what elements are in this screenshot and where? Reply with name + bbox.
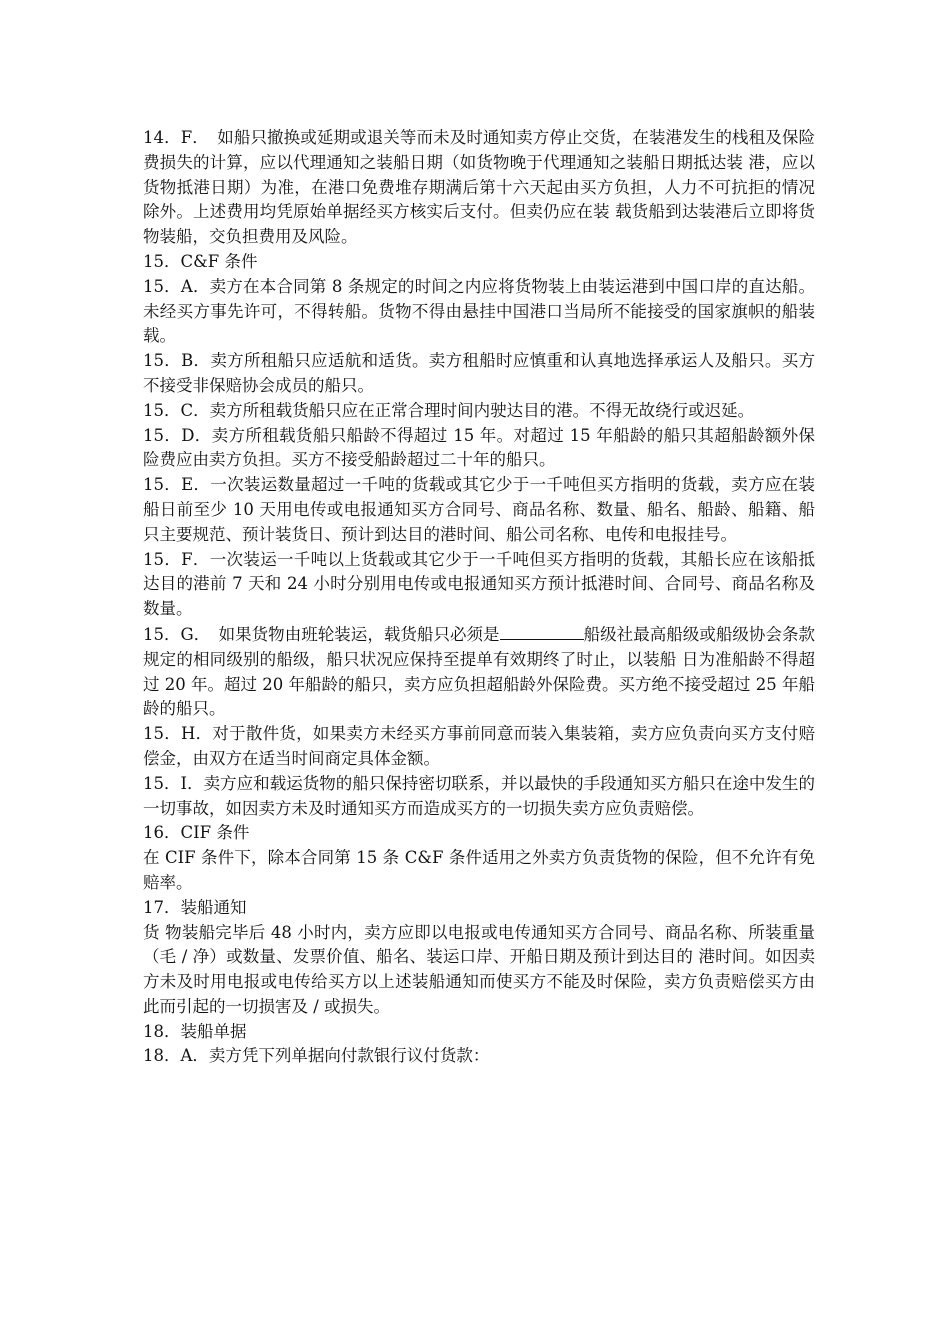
- clause-16-body: 在 CIF 条件下，除本合同第 15 条 C&F 条件适用之外卖方负责货物的保险，但不允许有免赔率。: [143, 848, 815, 892]
- clause-18a: 18．A．卖方凭下列单据向付款银行议付货款：: [143, 1046, 490, 1066]
- clause-14f: 14．F． 如船只撤换或延期或退关等而未及时通知卖方停止交货，在装港发生的栈租及保险费损失的计算，应以代理通知之装船日期（如货物晚于代理通知之装船日期抵达装 港，应以货物抵港日期）为准，在港口免费堆存期满后第十六天起由买方负担，人力不可抗拒的情况除外。上述费用均凭原始单据经买方核实后支付。但卖仍应在装 载货船到达装港后立即将货物装船，交负担费用及风险。: [143, 128, 815, 247]
- clause-15g-text-after: 船级社最高船级或船级协会条款规定的相同级别的船级，船只状况应保持至提单有效期终了时止，以装船 日为准船龄不得超过 20 年。超过 20 年船龄的船只，卖方应负担超船龄外保险费。买方绝不接受超过 25 年船龄的船只。: [143, 624, 815, 719]
- clause-15g: [143, 622, 815, 722]
- fill-in-blank-line: [500, 622, 584, 640]
- clause-17-body: 货 物装船完毕后 48 小时内，卖方应即以电报或电传通知买方合同号、商品名称、所装重量（毛 / 净）或数量、发票价值、船名、装运口岸、开船日期及预计到达目的 港时间。如因卖方未及时用电报或电传给买方以上述装船通知而使买方不能及时保险，卖方负责赔偿买方由此而引起的一切损害及 / 或损失。: [143, 922, 815, 1016]
- clause-15c: 15．C．卖方所租载货船只应在正常合理时间内驶达目的港。不得无故绕行或迟延。: [143, 400, 755, 420]
- clause-15e: 15．E．一次装运数量超过一千吨的货载或其它少于一千吨但买方指明的货载，卖方应在装船日前至少 10 天用电传或电报通知买方合同号、商品名称、数量、船名、船龄、船籍、船只主要规范、预计装货日、预计到达目的港时间、船公司名称、电传和电报挂号。: [143, 475, 815, 544]
- clause-15d: 15．D．卖方所租载货船只船龄不得超过 15 年。对超过 15 年船龄的船只其超船龄额外保险费应由卖方负担。买方不接受船龄超过二十年的船只。: [143, 425, 815, 470]
- clause-15f: 15．F．一次装运一千吨以上货载或其它少于一千吨但买方指明的货载，其船长应在该船抵达目的港前 7 天和 24 小时分别用电传或电报通知买方预计抵港时间、合同号、商品名称及数量。: [143, 549, 815, 619]
- document-page: [143, 126, 815, 1069]
- clause-15b: 15．B．卖方所租船只应适航和适货。卖方租船时应慎重和认真地选择承运人及船只。买方不接受非保赔协会成员的船只。: [143, 351, 815, 395]
- section-15-heading: 15．C&F 条件: [143, 251, 258, 271]
- clause-15g-text-before: 15．G． 如果货物由班轮装运，载货船只必须是: [143, 624, 500, 644]
- section-17-heading: 17．装船通知: [143, 897, 247, 917]
- clause-15a: 15．A．卖方在本合同第 8 条规定的时间之内应将货物装上由装运港到中国口岸的直达船。未经买方事先许可，不得转船。货物不得由悬挂中国港口当局所不能接受的国家旗帜的船装载。: [143, 276, 815, 346]
- clause-15h: 15．H．对于散件货，如果卖方未经买方事前同意而装入集装箱，卖方应负责向买方支付赔偿金，由双方在适当时间商定具体金额。: [143, 724, 815, 768]
- section-16-heading: 16．CIF 条件: [143, 823, 250, 843]
- clause-15i: 15．I．卖方应和载运货物的船只保持密切联系，并以最快的手段通知买方船只在途中发生的一切事故，如因卖方未及时通知买方而造成买方的一切损失卖方应负责赔偿。: [143, 773, 815, 818]
- section-18-heading: 18．装船单据: [143, 1021, 247, 1041]
